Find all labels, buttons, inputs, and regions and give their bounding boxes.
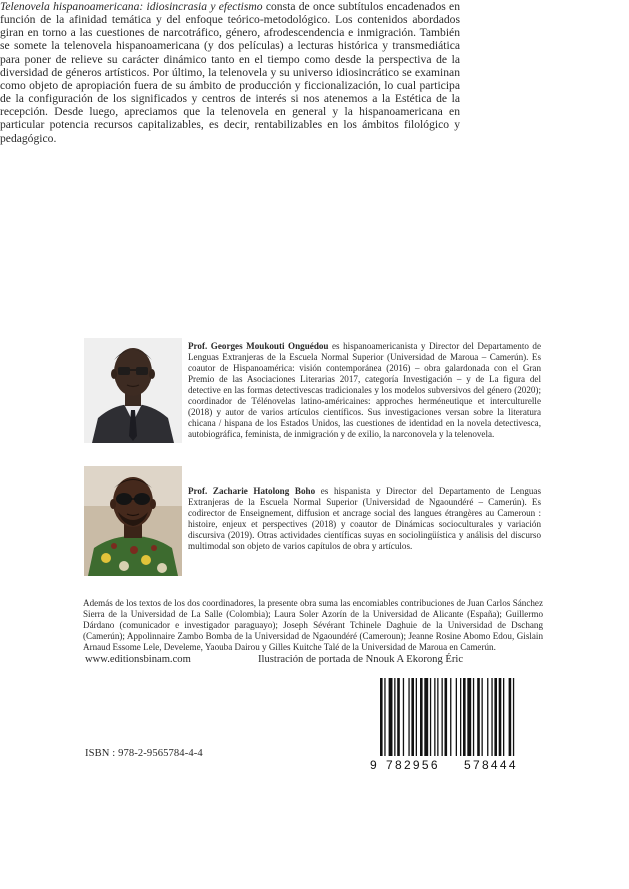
barcode-bar [424, 678, 428, 756]
publisher-website: www.editionsbinam.com [85, 654, 191, 665]
author-bio-hatolong [188, 486, 541, 552]
isbn-number: ISBN : 978-2-9565784-4-4 [85, 748, 203, 759]
barcode-bar [487, 678, 488, 756]
barcode-bar [434, 678, 435, 756]
author-name-moukouti: Prof. Georges Moukouti Onguédou [188, 341, 329, 351]
back-cover-synopsis [0, 0, 460, 145]
barcode-bar [482, 678, 483, 756]
barcode-bar [450, 678, 451, 756]
barcode-bar [473, 678, 474, 756]
barcode-bar [460, 678, 461, 756]
author-bio-moukouti [188, 341, 541, 440]
author-name-hatolong: Prof. Zacharie Hatolong Boho [188, 486, 316, 496]
barcode-left-digits: 782956 [386, 758, 440, 772]
barcode-bar [403, 678, 404, 756]
barcode-bar [494, 678, 497, 756]
barcode-bar [509, 678, 512, 756]
barcode-bar [408, 678, 409, 756]
barcode-lead-digit: 9 [370, 758, 377, 772]
barcode-bar [445, 678, 448, 756]
barcode-bar [411, 678, 414, 756]
barcode-bar [513, 678, 514, 756]
isbn-barcode [368, 676, 540, 773]
author-bio-text-hatolong: es hispanista y Director del Departamento de Lenguas Extranjeras de la Escuela Normal Superior (Universidad de Ngaoundéré – Camerún). Es codirector de Enseignement, diffusion et ancrage social des langues étrangères au Cameroun : histoire, enjeux et perspectives (2018) y coautor de Dinámicas socioculturales y variación discursiva (2019). Otras actividades científicas suyas en sociolingüística y análisis del discurso multimodal son objeto de varios capítulos de obra y artículos. [188, 486, 541, 552]
barcode-right-digits: 578444 [464, 758, 518, 772]
barcode-bar [456, 678, 457, 756]
barcode-bar [416, 678, 417, 756]
author-bio-text-moukouti: es hispanoamericanista y Director del Departamento de Lenguas Extranjeras de la Escuela Normal Superior (Universidad de Maroua – Camerún). Es coautor de Hispanoamérica: visión contemporánea (2016) – obra galardonada con el Gran Premio de las Asociaciones Literarias 2017, categoría Investigación – y de La figura del detective en las formas detectivescas tradicionales y los modelos subversivos del género (2020); coordinador de Télénovelas latino-américaines: approches herméneutique et interculturelle (2018) y autor de varios artículos científicos. Sus investigaciones versan sobre la literatura chicana / hispana de los Estados Unidos, las cuestiones de identidad en la novela detectivesca, autobiográfica, feminista, de inmigración y de exilio, la narconovela y la telenovela. [188, 341, 541, 440]
barcode-bar [442, 678, 443, 756]
barcode-bar [437, 678, 438, 756]
barcode-bar [389, 678, 393, 756]
synopsis-text: consta de once subtítulos encadenados en función de la afinidad temática y del enfoque teórico-metodológico. Los contenidos abordados giran en torno a las cuestiones de narcotráfico, género, afrodescendencia e inmigración. También se somete la telenovela hispanoamericana (y dos películas) a lecturas histórica y transmediática para poner de relieve su carácter dinámico tanto en el tiempo como desde la perspectiva de la diversidad de géneros artísticos. Por último, la telenovela y su universo idiosincrático se examinan como objeto de apropiación fuera de su ámbito de producción y ficcionalización, lo cual participa de la configuración de los significados y centros de interés si nos atenemos a la Estética de la recepción. Desde luego, apreciamos que la telenovela en general y la hispanoamericana en particular potencia recursos capitalizables, es decir, rentabilizables en los ámbitos filológico y pedagógico. [0, 0, 460, 145]
barcode-bar [503, 678, 504, 756]
barcode-bar [477, 678, 480, 756]
barcode-bar [467, 678, 471, 756]
cover-illustration-credit: Ilustración de portada de Nnouk A Ekorong Éric [258, 654, 464, 665]
barcode-bar [397, 678, 400, 756]
author-photo-moukouti [84, 338, 182, 443]
contributors-paragraph: Además de los textos de los dos coordinadores, la presente obra suma las encomiables contribuciones de Juan Carlos Sánchez Sierra de la Universidad de La Salle (Colombia); Laura Soler Azorín de la Universidad de Alicante (España); Guillermo Dárdano (comunicador e investigador paraguayo); Joseph Sévérant Tchinele Daghuie de la Universidad de Dschang (Camerún); Appolinnaire Zambo Bomba de la Universidad de Ngaoundéré (Cameroun); Jeanne Rosine Abomo Edou, Gislain Arnaud Essome Lele, Develeme, Yaouba Dairou y Gilles Kuitche Talé de la Universidad de Maroua en Camerún. [83, 598, 543, 653]
barcode-bar [420, 678, 423, 756]
barcode-bar [394, 678, 395, 756]
barcode-bar [491, 678, 492, 756]
author-photo-hatolong [84, 466, 182, 576]
barcode-bar [380, 678, 383, 756]
book-title: Telenovela hispanoamericana: idiosincrasia y efectismo [0, 0, 263, 13]
barcode-bar [384, 678, 385, 756]
barcode-bar [430, 678, 431, 756]
barcode-bar [463, 678, 466, 756]
barcode-bar [499, 678, 502, 756]
